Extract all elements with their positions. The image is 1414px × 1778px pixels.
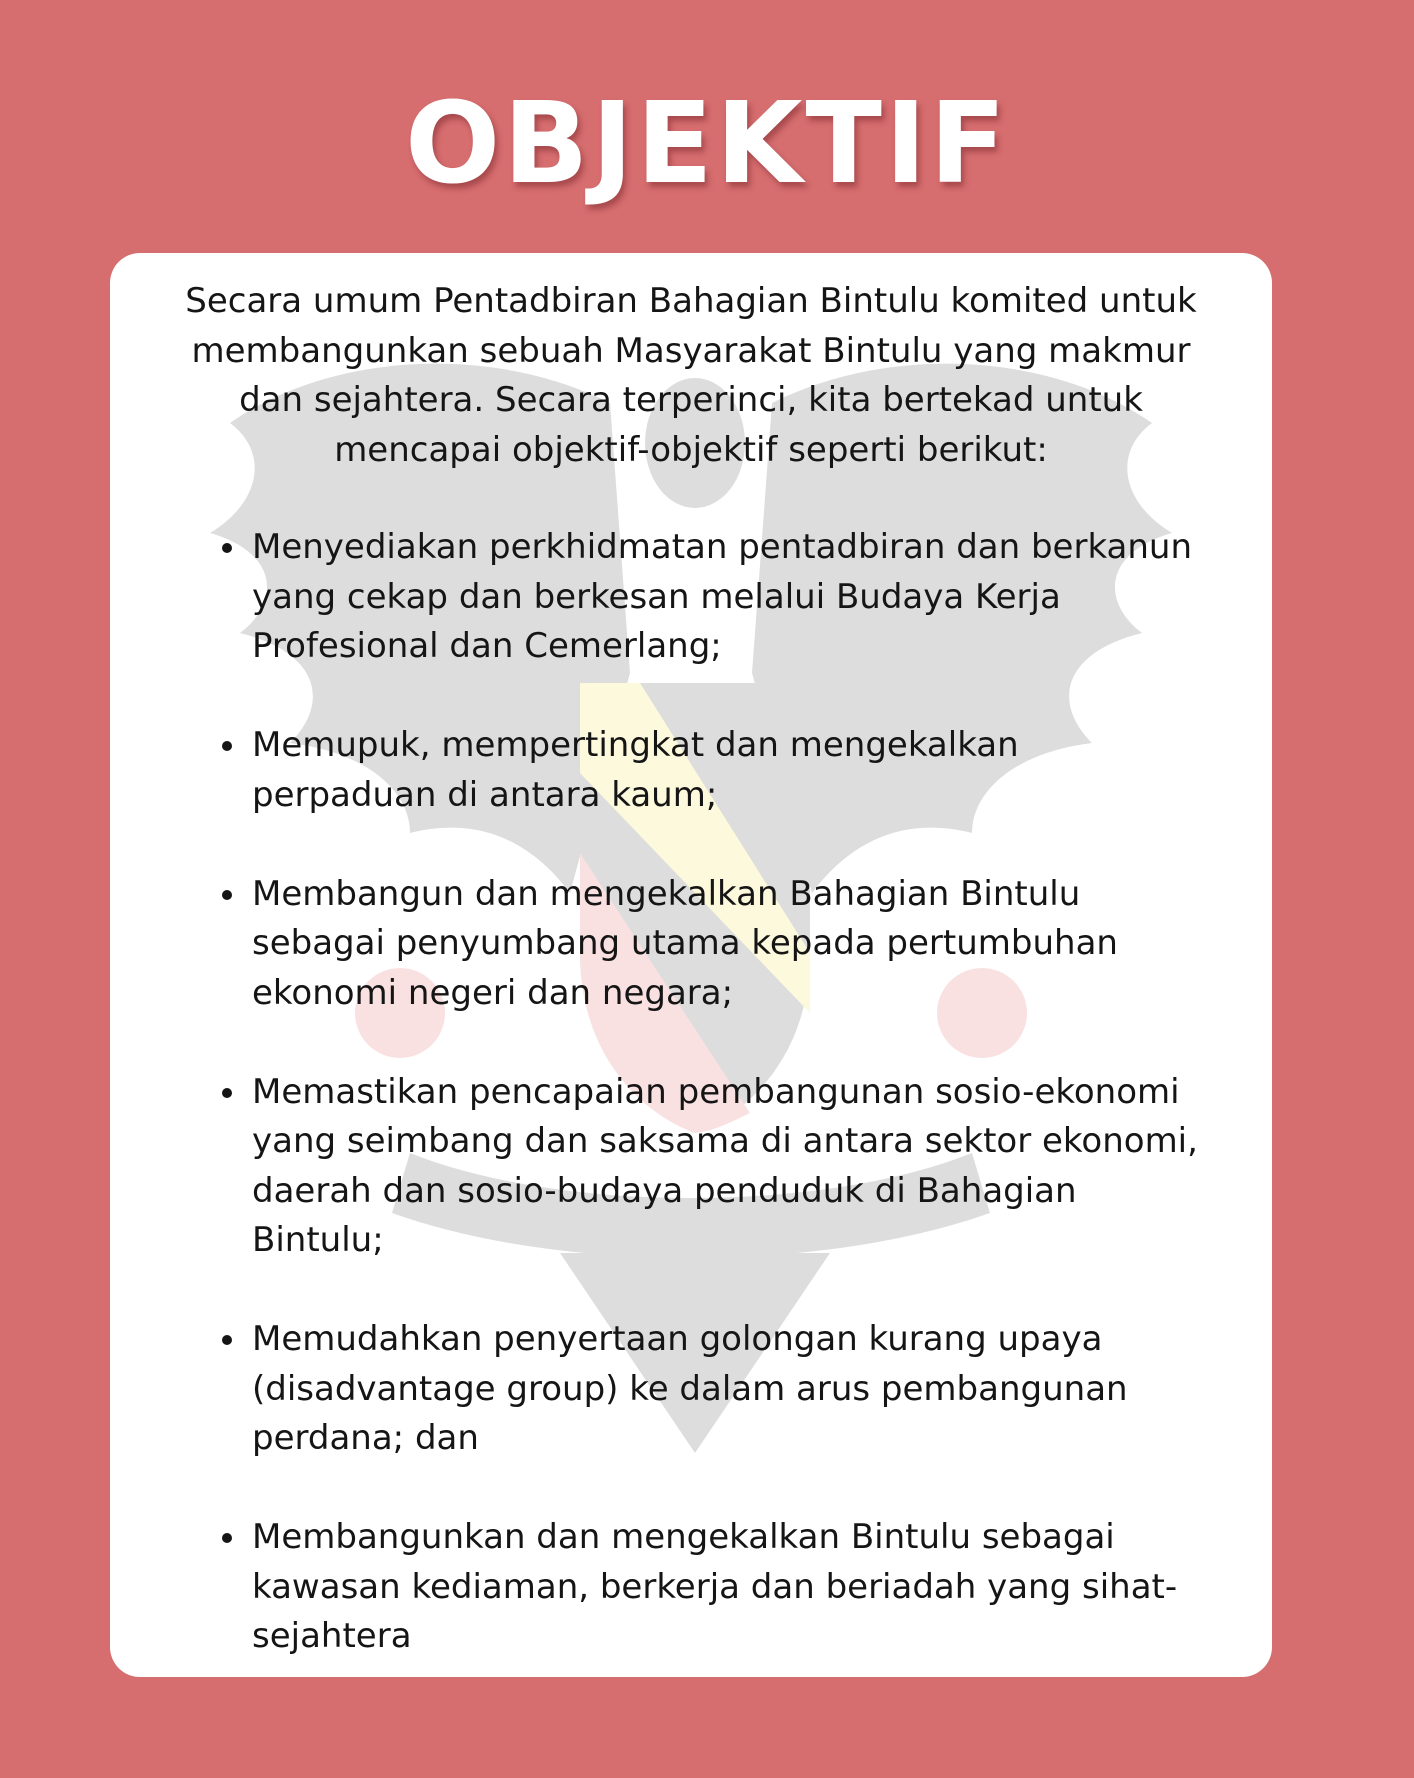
- objective-text: Menyediakan perkhidmatan pentadbiran dan berkanun yang cekap dan berkesan melalui Budaya Kerja Profesional dan Cemerlang;: [252, 527, 1193, 666]
- intro-paragraph: Secara umum Pentadbiran Bahagian Bintulu komited untuk membangunkan sebuah Masyarakat Bintulu yang makmur dan sejahtera. Secara terperinci, kita bertekad untuk mencapai objektif-objektif seperti berikut:: [185, 281, 1197, 470]
- objective-item: [252, 1315, 1212, 1464]
- bullet-icon: [222, 1335, 232, 1345]
- objective-item: [252, 721, 1212, 820]
- page-title: OBJEKTIF: [404, 79, 1010, 209]
- objective-text: Memudahkan penyertaan golongan kurang upaya (disadvantage group) ke dalam arus pembangunan perdana; dan: [252, 1319, 1128, 1458]
- objective-text: Membangun dan mengekalkan Bahagian Bintulu sebagai penyumbang utama kepada pertumbuhan ekonomi negeri dan negara;: [252, 873, 1118, 1013]
- bullet-icon: [222, 1088, 232, 1098]
- objective-item: [252, 1068, 1212, 1266]
- objective-text: Membangunkan dan mengekalkan Bintulu sebagai kawasan kediaman, berkerja dan beriadah yang sihat-sejahtera: [252, 1517, 1178, 1656]
- bullet-icon: [222, 890, 232, 900]
- bullet-icon: [222, 741, 232, 751]
- card-content: [110, 253, 1272, 1677]
- bullet-icon: [222, 543, 232, 553]
- objectives-list: [252, 523, 1212, 1677]
- objective-text: Memastikan pencapaian pembangunan sosio-ekonomi yang seimbang dan saksama di antara sektor ekonomi, daerah dan sosio-budaya penduduk di Bahagian Bintulu;: [252, 1071, 1198, 1260]
- objective-text: Memupuk, mempertingkat dan mengekalkan perpaduan di antara kaum;: [252, 725, 1019, 815]
- bullet-icon: [222, 1533, 232, 1543]
- objectives-card: [110, 253, 1272, 1677]
- objective-item: [252, 523, 1212, 672]
- objective-item: [252, 870, 1212, 1019]
- objective-item: [252, 1513, 1212, 1662]
